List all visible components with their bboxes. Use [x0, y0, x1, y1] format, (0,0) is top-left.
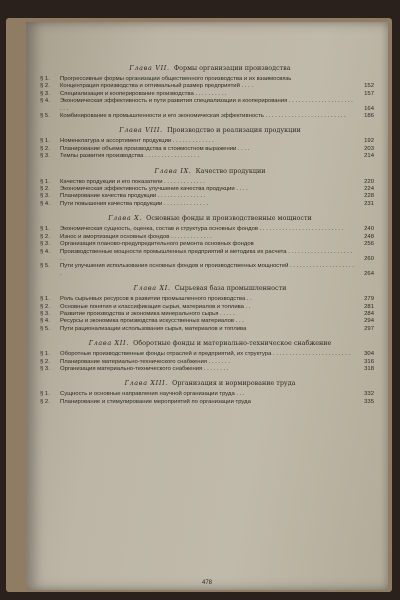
chapter-title: Основные фонды и производственные мощности: [146, 214, 312, 223]
entry-text: [40, 311, 380, 318]
entry-text: [40, 113, 380, 120]
section-title: Планирование объема производства в стоимостном выражении . . . .: [60, 145, 250, 152]
book-page: [26, 22, 388, 590]
table-of-contents: [40, 64, 380, 406]
section-title: Номенклатура и ассортимент продукции . . . . . . . . . . . . .: [60, 138, 214, 145]
entry-text: [40, 153, 380, 160]
entry-page-number: 256: [364, 241, 374, 248]
section-number: § 2.: [40, 83, 50, 90]
entry-page-number: 332: [364, 391, 374, 398]
section-title: Ресурсы и экономика производства искусственных материалов . . .: [60, 318, 244, 325]
entry-text: [40, 91, 380, 98]
entry-text: [40, 241, 380, 248]
section-title: Темпы развития производства . . . . . . . . . . . . . . . . .: [60, 153, 200, 160]
entry-text: [40, 201, 380, 208]
entry-page-number: 228: [364, 193, 374, 200]
chapter-title: Формы организации производства: [173, 64, 291, 72]
toc-entry: [40, 351, 380, 358]
entry-text: [40, 146, 380, 153]
section-title: Производственные мощности промышленных предприятий и методика их расчета . . . . . . . . . . . . . . . . . . . . . .: [60, 248, 353, 262]
entry-text: [40, 391, 380, 398]
toc-entry: [40, 146, 380, 153]
entry-page-number: 240: [364, 226, 374, 233]
section-title: Роль сырьевых ресурсов в развитии промышленного производства . .: [60, 296, 252, 303]
section-title: Организация планово-предупредительного ремонта основных фондов: [60, 241, 254, 248]
section-title: Комбинирование в промышленности и его экономическая эффективность . . . . . . . . . . . . . . . . . . . . . . . . .: [60, 113, 346, 120]
toc-entry: [40, 359, 380, 366]
toc-entry: [40, 186, 380, 193]
section-title: Планирование материально-технического снабжения . . . . . . .: [60, 358, 230, 365]
entry-text: [40, 304, 380, 311]
chapter-label: Глава X.: [108, 214, 143, 223]
toc-entry: [40, 391, 380, 398]
toc-entry: [40, 179, 380, 186]
entry-text: [40, 399, 380, 406]
entry-text: [40, 138, 380, 145]
section-number: § 1.: [40, 226, 50, 233]
chapter-title: Производство и реализация продукции: [166, 126, 301, 135]
chapter-label: Глава VII.: [129, 64, 170, 72]
section-number: § 1.: [40, 351, 50, 358]
toc-entry: [40, 98, 380, 113]
section-title: Экономическая сущность, оценка, состав и структура основных фондов . . . . . . . . . . . . . . . . . . . . . . . . . .: [60, 226, 344, 233]
chapter-section: [40, 214, 380, 278]
toc-entry: [40, 304, 380, 311]
section-title: Специализация и кооперирование производства . . . . . . . . . .: [60, 90, 227, 97]
section-title: Концентрация производства и оптимальный размер предприятий . . . .: [60, 83, 253, 90]
section-title: Пути повышения качества продукции . . . . . . . . . . . . . .: [60, 200, 209, 207]
entry-page-number: 192: [364, 138, 374, 145]
section-title: Сущность и основные направления научной организации труда . . .: [60, 391, 245, 398]
entry-text: [40, 351, 380, 358]
toc-entry: [40, 326, 380, 333]
section-number: § 4.: [40, 248, 50, 255]
page-number: 478: [201, 580, 212, 586]
chapter-label: Глава VIII.: [119, 126, 163, 135]
entry-page-number: 224: [364, 186, 374, 193]
toc-entry: [40, 234, 380, 241]
section-title: Экономическая эффективность и пути развития специализации и кооперирования . . . . . . . . . . . . . . . . . . . . . . .: [60, 98, 353, 112]
entry-page-number: 284: [364, 310, 374, 317]
section-number: § 1.: [40, 138, 50, 145]
chapter-label: Глава IX.: [154, 166, 192, 175]
toc-entry: [40, 241, 380, 248]
entry-page-number: 294: [364, 318, 374, 325]
toc-entry: [40, 193, 380, 200]
section-number: § 3.: [40, 193, 50, 200]
chapter-title: Сырьевая база промышленности: [174, 284, 287, 293]
chapter-heading: [40, 167, 380, 176]
chapter-heading: [40, 339, 380, 348]
section-number: § 2.: [40, 398, 50, 405]
section-number: § 5.: [40, 263, 50, 270]
toc-entry: [40, 311, 380, 318]
entry-page-number: 164: [364, 105, 374, 112]
section-number: § 3.: [40, 365, 50, 372]
section-number: § 2.: [40, 358, 50, 365]
section-number: § 4.: [40, 200, 50, 207]
section-number: § 1.: [40, 391, 50, 398]
chapter-heading: [40, 64, 380, 73]
entry-text: [40, 326, 380, 333]
section-title: Износ и амортизация основных фондов . . . . . . . . . . . . .: [60, 233, 212, 240]
toc-entry: [40, 113, 380, 120]
entry-page-number: 231: [364, 200, 374, 207]
toc-entry: [40, 366, 380, 373]
chapter-section: [40, 284, 380, 333]
entry-page-number: 260: [364, 255, 374, 262]
chapter-heading: [40, 214, 380, 223]
section-title: Планирование качества продукции . . . . . . . . . . . . . . .: [60, 193, 206, 200]
entry-page-number: 297: [364, 325, 374, 332]
toc-entry: [40, 201, 380, 208]
section-number: § 5.: [40, 325, 50, 332]
entry-text: [40, 226, 380, 233]
entry-text: [40, 193, 380, 200]
entry-text: [40, 186, 380, 193]
section-title: Организация материально-технического снабжения . . . . . . . .: [60, 365, 229, 372]
entry-text: [40, 98, 380, 113]
entry-page-number: 186: [364, 113, 374, 120]
section-title: Основные понятия и классификация сырья, материалов и топлива . .: [60, 303, 251, 310]
entry-page-number: 220: [364, 178, 374, 185]
entry-page-number: 214: [364, 153, 374, 160]
entry-text: [40, 296, 380, 303]
section-title: Качество продукции и его показатели . . . . . . . . . . . . .: [60, 178, 206, 185]
entry-page-number: 281: [364, 303, 374, 310]
section-title: Экономическая эффективность улучшения качества продукции . . . .: [60, 186, 248, 193]
chapter-section: [40, 379, 380, 406]
section-number: § 4.: [40, 98, 50, 105]
entry-text: [40, 179, 380, 186]
chapter-heading: [40, 284, 380, 293]
entry-text: [40, 83, 380, 90]
section-number: § 1.: [40, 178, 50, 185]
section-number: § 3.: [40, 153, 50, 160]
chapter-section: [40, 126, 380, 160]
entry-page-number: 264: [364, 270, 374, 277]
toc-entry: [40, 318, 380, 325]
toc-entry: [40, 83, 380, 90]
section-number: § 2.: [40, 233, 50, 240]
chapter-section: [40, 167, 380, 209]
section-number: § 3.: [40, 90, 50, 97]
entry-text: [40, 263, 380, 278]
entry-page-number: 157: [364, 90, 374, 97]
section-number: § 2.: [40, 303, 50, 310]
toc-entry: [40, 138, 380, 145]
chapter-label: Глава XIII.: [124, 379, 169, 388]
chapter-section: [40, 64, 380, 120]
section-number: § 2.: [40, 186, 50, 193]
section-number: § 3.: [40, 241, 50, 248]
chapter-title: Организация и нормирование труда: [172, 379, 296, 388]
section-number: § 3.: [40, 310, 50, 317]
chapter-heading: [40, 379, 380, 388]
toc-entry: [40, 263, 380, 278]
section-number: § 4.: [40, 318, 50, 325]
entry-text: [40, 359, 380, 366]
toc-entry: [40, 296, 380, 303]
entry-text: [40, 366, 380, 373]
toc-entry: [40, 153, 380, 160]
entry-text: [40, 234, 380, 241]
section-number: § 5.: [40, 113, 50, 120]
entry-text: [40, 318, 380, 325]
section-title: Прогрессивные формы организации общественного производства и их взаимосвязь: [60, 76, 292, 82]
toc-entry: [40, 226, 380, 233]
chapter-label: Глава XII.: [88, 339, 129, 348]
section-title: Оборотные производственные фонды отраслей и предприятий, их структура . . . . . . . . . . . . . . . . . . . . . . . .: [60, 351, 350, 358]
chapter-section: [40, 339, 380, 373]
section-number: § 1.: [40, 296, 50, 303]
entry-page-number: 203: [364, 145, 374, 152]
chapter-heading: [40, 126, 380, 135]
section-title: Планирование и стимулирование мероприятий по организации труда: [60, 398, 251, 405]
section-number: § 1.: [40, 76, 50, 82]
toc-entry: [40, 399, 380, 406]
section-title: Пути рационализации использования сырья, материалов и топлива: [60, 325, 247, 332]
toc-entry: [40, 249, 380, 264]
toc-entry: [40, 91, 380, 98]
entry-page-number: 152: [364, 83, 374, 90]
entry-page-number: 304: [364, 351, 374, 358]
section-title: Пути улучшения использования основных фондов и производственных мощностей . . . . . . . . . . . . . . . . . . . . .: [60, 263, 354, 277]
section-number: § 2.: [40, 145, 50, 152]
entry-page-number: 316: [364, 358, 374, 365]
entry-page-number: 318: [364, 365, 374, 372]
entry-text: [40, 249, 380, 264]
chapter-label: Глава XI.: [133, 284, 171, 293]
entry-page-number: 335: [364, 398, 374, 405]
entry-page-number: 248: [364, 233, 374, 240]
chapter-title: Качество продукции: [195, 166, 266, 175]
chapter-title: Оборотные фонды и материально-техническое снабжение: [133, 339, 332, 348]
entry-page-number: 279: [364, 296, 374, 303]
section-title: Развитие производства и экономика минерального сырья . . . . .: [60, 310, 235, 317]
